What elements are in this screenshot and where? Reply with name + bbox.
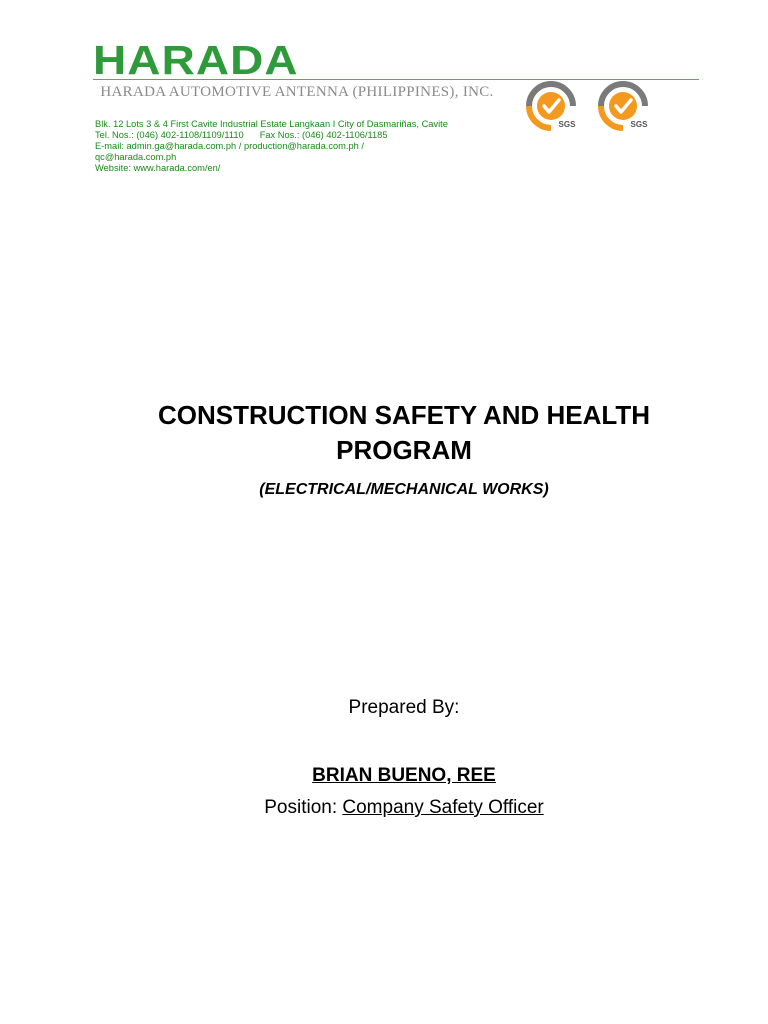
prepared-by-label: Prepared By: [348, 697, 460, 718]
tel-numbers: Tel. Nos.: (046) 402-1108/1109/1110 [95, 130, 244, 140]
author-position [60, 797, 748, 819]
document-title [60, 398, 748, 468]
position-label: Position: [264, 797, 338, 818]
iso-14001-certification-badge [523, 81, 579, 131]
title-line-2: PROGRAM [336, 435, 472, 465]
contact-block [95, 119, 515, 174]
iso-9001-certification-badge [595, 81, 651, 131]
email-line-continued: qc@harada.com.ph [95, 152, 177, 162]
author-name: BRIAN BUENO, REE [312, 765, 496, 786]
address-line: Blk. 12 Lots 3 & 4 First Cavite Industrial Estate Langkaan I City of Dasmariñas, Cavite [95, 119, 448, 129]
document-subtitle: (ELECTRICAL/MECHANICAL WORKS) [259, 481, 549, 498]
company-name: HARADA AUTOMOTIVE ANTENNA (PHILIPPINES), INC. [100, 84, 494, 100]
title-line-1: CONSTRUCTION SAFETY AND HEALTH [157, 400, 651, 430]
certifier-label: SGS [630, 120, 648, 129]
company-logo: HARADA [93, 37, 299, 83]
email-line: E-mail: admin.ga@harada.com.ph / production@harada.com.ph / [95, 141, 364, 151]
phone-line [95, 130, 515, 141]
fax-numbers: Fax Nos.: (046) 402-1106/1185 [259, 130, 388, 140]
header-divider [93, 79, 699, 80]
website-line: Website: www.harada.com/en/ [95, 163, 221, 173]
certifier-label: SGS [558, 120, 576, 129]
position-value: Company Safety Officer [342, 797, 544, 818]
